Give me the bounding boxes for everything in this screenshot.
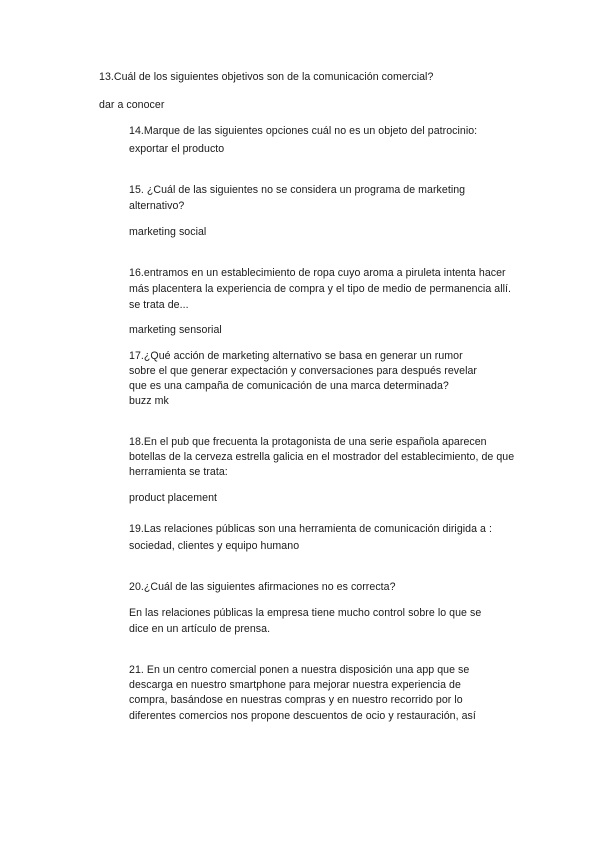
- answer-19: sociedad, clientes y equipo humano: [129, 540, 300, 552]
- answer-13: dar a conocer: [99, 99, 165, 111]
- question-14: 14.Marque de las siguientes opciones cuál no es un objeto del patrocinio:: [129, 125, 478, 137]
- question-21-line-3: compra, basándose en nuestras compras y en nuestro recorrido por lo: [129, 694, 463, 706]
- question-18-line-3: herramienta se trata:: [129, 466, 228, 478]
- question-17-line-2: sobre el que generar expectación y conversaciones para después revelar: [129, 365, 478, 377]
- question-20: 20.¿Cuál de las siguientes afirmaciones no es correcta?: [129, 581, 396, 593]
- answer-20-line-2: dice en un artículo de prensa.: [129, 623, 271, 635]
- answer-15: marketing social: [129, 226, 207, 238]
- question-13: 13.Cuál de los siguientes objetivos son de la comunicación comercial?: [99, 71, 434, 83]
- question-16-line-3: se trata de...: [129, 299, 189, 311]
- question-16-line-1: 16.entramos en un establecimiento de ropa cuyo aroma a piruleta intenta hacer: [129, 267, 506, 279]
- question-15-line-2: alternativo?: [129, 200, 185, 212]
- question-18-line-2: botellas de la cerveza estrella galicia en el mostrador del establecimiento, de que: [129, 451, 515, 463]
- answer-17: buzz mk: [129, 395, 169, 407]
- question-17-line-3: que es una campaña de comunicación de una marca determinada?: [129, 380, 449, 392]
- question-16-line-2: más placentera la experiencia de compra y el tipo de medio de permanencia allí.: [129, 283, 512, 295]
- question-21-line-2: descarga en nuestro smartphone para mejorar nuestra experiencia de: [129, 679, 461, 691]
- answer-16: marketing sensorial: [129, 324, 222, 336]
- question-21-line-1: 21. En un centro comercial ponen a nuestra disposición una app que se: [129, 664, 470, 676]
- question-15-line-1: 15. ¿Cuál de las siguientes no se considera un programa de marketing: [129, 184, 466, 196]
- question-21-line-4: diferentes comercios nos propone descuentos de ocio y restauración, así: [129, 710, 476, 722]
- answer-14: exportar el producto: [129, 143, 225, 155]
- answer-20-line-1: En las relaciones públicas la empresa tiene mucho control sobre lo que se: [129, 607, 482, 619]
- question-17-line-1: 17.¿Qué acción de marketing alternativo se basa en generar un rumor: [129, 350, 463, 362]
- answer-18: product placement: [129, 492, 218, 504]
- question-19: 19.Las relaciones públicas son una herramienta de comunicación dirigida a :: [129, 523, 492, 535]
- question-18-line-1: 18.En el pub que frecuenta la protagonista de una serie española aparecen: [129, 436, 487, 448]
